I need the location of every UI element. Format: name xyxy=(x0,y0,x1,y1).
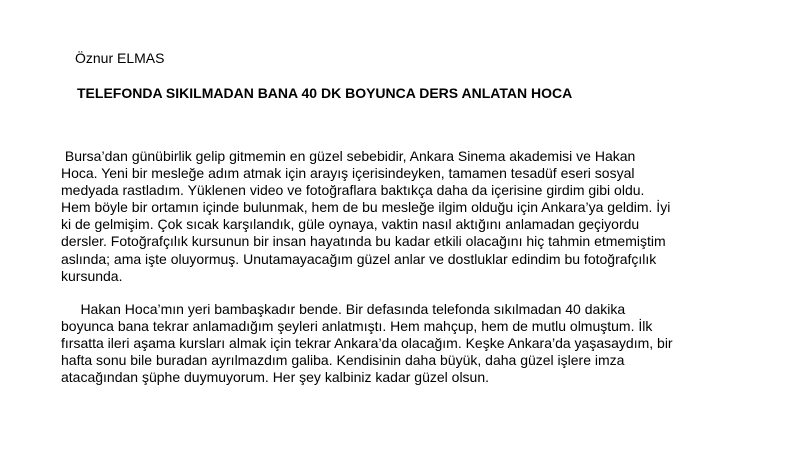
paragraph-line: medyada rastladım. Yüklenen video ve fotoğraflara baktıkça daha da içerisine girdim gibi oldu. xyxy=(61,182,645,199)
paragraph-line: kursunda. xyxy=(61,267,123,284)
paragraph-line: ki de gelmişim. Çok sıcak karşılandık, güle oynaya, vaktin nasıl aktığını anlamadan geçiyordu xyxy=(61,216,640,233)
paragraph-line: boyunca bana tekrar anlamadığım şeyleri anlatmıştı. Hem mahçup, hem de mutlu olmuştum. İlk xyxy=(61,318,653,335)
paragraph-1 xyxy=(61,148,741,285)
paragraph-line: Hakan Hoca’mın yeri bambaşkadır bende. Bir defasında telefonda sıkılmadan 40 dakika xyxy=(61,301,626,317)
paragraph-line: aslında; ama işte oluyormuş. Unutamayacağım güzel anlar ve dostluklar edindim bu fotoğrafçılık xyxy=(61,250,657,267)
paragraph-line: atacağından şüphe duymuyorum. Her şey kalbiniz kadar güzel olsun. xyxy=(61,369,490,386)
paragraph-line: fırsatta ileri aşama kursları almak için tekrar Ankara’da olacağım. Keşke Ankara’da yaşasaydım, bir xyxy=(61,335,673,352)
paragraph-2 xyxy=(61,301,741,386)
paragraph-line: Hoca. Yeni bir mesleğe adım atmak için arayış içerisindeyken, tamamen tesadüf eseri sosyal xyxy=(61,165,635,182)
paragraph-line: Bursa’dan günübirlik gelip gitmemin en güzel sebebidir, Ankara Sinema akademisi ve Hakan xyxy=(61,148,636,164)
paragraph-line: hafta sonu bile buradan ayrılmazdım galiba. Kendisinin daha büyük, daha güzel işlere imza xyxy=(61,352,625,369)
document-title: TELEFONDA SIKILMADAN BANA 40 DK BOYUNCA DERS ANLATAN HOCA xyxy=(77,85,573,101)
paragraph-line: Hem böyle bir ortamın içinde bulunmak, hem de bu mesleğe ilgim olduğu için Ankara’ya geldim. İyi xyxy=(61,199,671,216)
paragraph-line: dersler. Fotoğrafçılık kursunun bir insan hayatında bu kadar etkili olacağını hiç tahmin etmemiştim xyxy=(61,233,666,250)
author-name: Öznur ELMAS xyxy=(75,50,165,66)
